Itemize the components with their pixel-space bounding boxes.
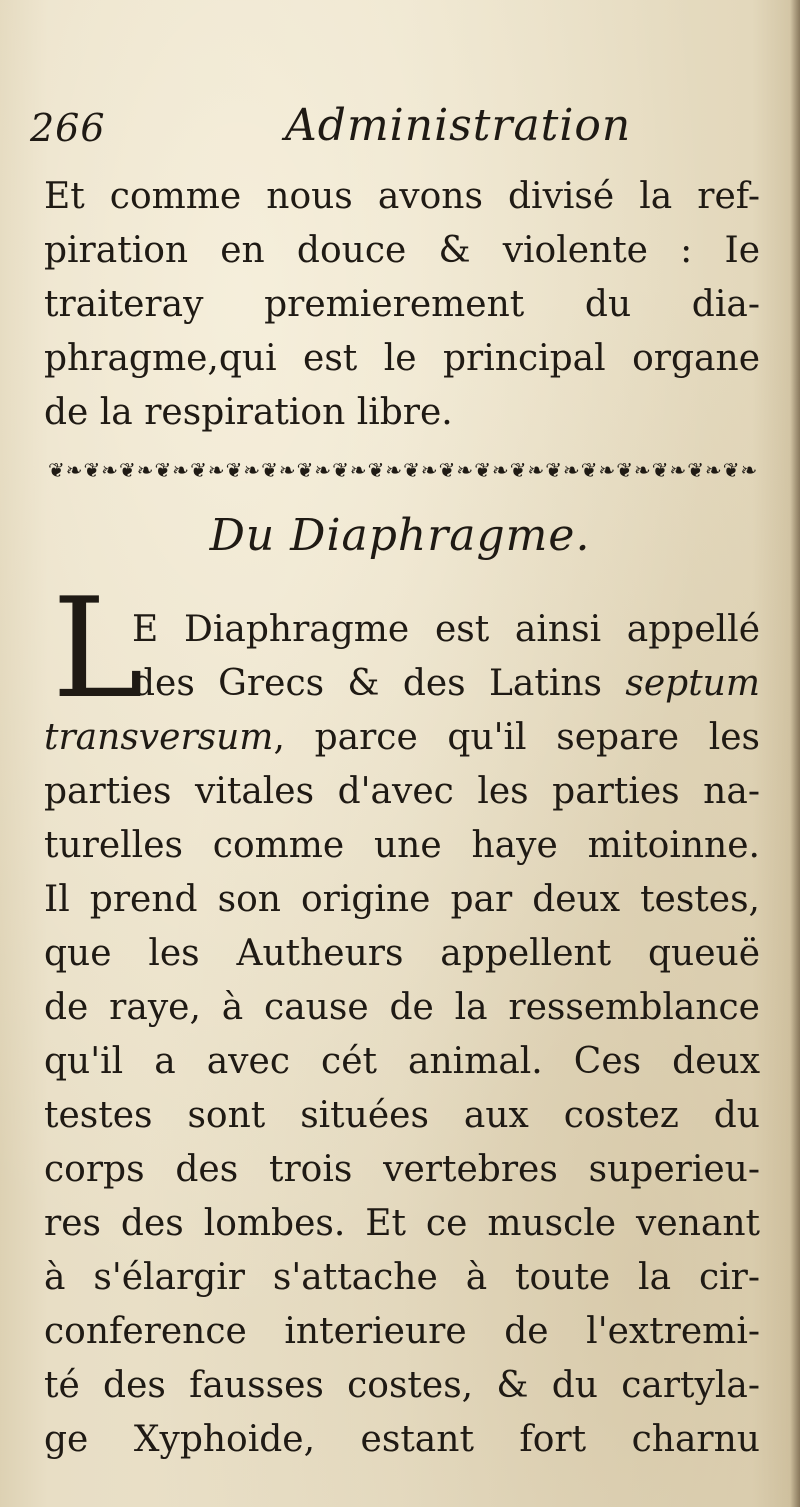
text-line: Il prend son origine par deux testes, xyxy=(44,879,760,920)
drop-cap: L xyxy=(52,568,144,729)
running-title: Administration xyxy=(285,100,632,151)
text-line: de raye, à cause de la ressemblance xyxy=(44,987,760,1028)
text-line: ge Xyphoide, estant fort charnu xyxy=(44,1419,760,1460)
ornament-rule: ❦❧❦❧❦❧❦❧❦❧❦❧❦❧❦❧❦❧❦❧❦❧❦❧❦❧❦❧❦❧❦❧❦❧❦❧❦❧❦❧ xyxy=(48,458,759,482)
body-paragraph xyxy=(44,603,760,1467)
text-segment: des Grecs & des Latins xyxy=(132,663,603,704)
text-line: que les Autheurs appellent queuë xyxy=(44,933,760,974)
text-line: parties vitales d'avec les parties na- xyxy=(44,771,760,812)
text-line: piration en douce & violente : Ie xyxy=(44,230,760,271)
section-heading: Du Diaphragme. xyxy=(209,510,591,561)
text-line: à s'élargir s'attache à toute la cir- xyxy=(44,1257,760,1298)
text-line: té des fausses costes, & du cartyla- xyxy=(44,1365,760,1406)
latin-term: septum xyxy=(625,663,760,704)
text-line: res des lombes. Et ce muscle venant xyxy=(44,1203,760,1244)
text-line: de la respiration libre. xyxy=(44,392,453,433)
text-line: turelles comme une haye mitoinne. xyxy=(44,825,760,866)
text-line: phragme,qui est le principal organe xyxy=(44,338,760,379)
page-header xyxy=(30,100,770,160)
text-line: traiteray premierement du dia- xyxy=(44,284,760,325)
page-number: 266 xyxy=(30,106,106,150)
text-segment: , parce qu'il separe les xyxy=(273,717,760,758)
text-line: corps des trois vertebres superieu- xyxy=(44,1149,760,1190)
intro-paragraph xyxy=(44,170,760,440)
text-line: testes sont situées aux costez du xyxy=(44,1095,760,1136)
text-line: conference interieure de l'extremi- xyxy=(44,1311,760,1352)
text-line xyxy=(44,711,760,765)
text-line: Et comme nous avons divisé la ref- xyxy=(44,176,760,217)
text-line xyxy=(44,657,760,711)
latin-term: transversum xyxy=(44,717,274,758)
page-edge-shadow xyxy=(790,0,800,1507)
text-line: E Diaphragme est ainsi appellé xyxy=(132,609,760,650)
text-line: qu'il a avec cét animal. Ces deux xyxy=(44,1041,760,1082)
